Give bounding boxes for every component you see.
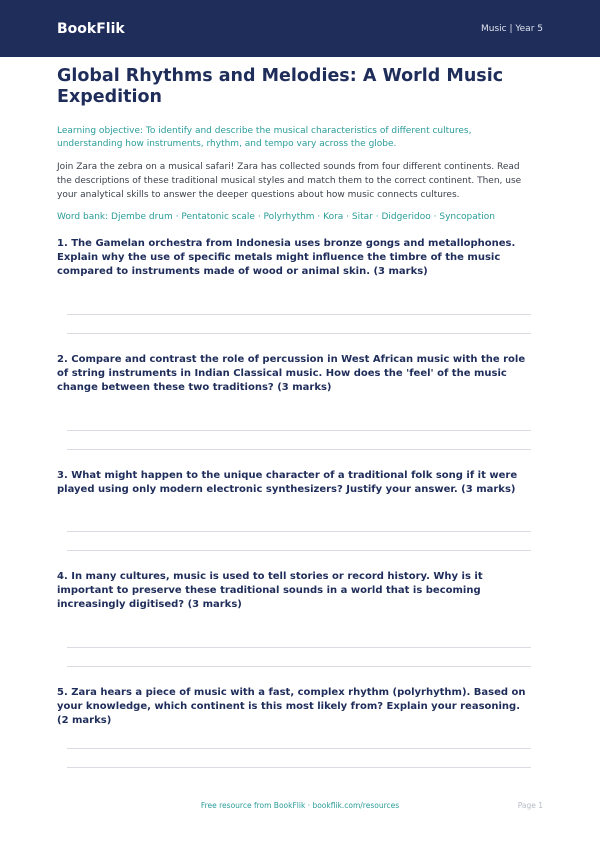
header-bar xyxy=(0,0,600,57)
answer-line-1b[interactable] xyxy=(67,333,531,334)
question-5: 5. Zara hears a piece of music with a fast, complex rhythm (polyrhythm). Based on your knowledge, which continent is this most likely from? Explain your reasoning. (2 marks) xyxy=(57,687,526,726)
intro-paragraph: Join Zara the zebra on a musical safari! Zara has collected sounds from four different continents. Read the descriptions of these traditional musical styles and match them to the correct continent. Then, use your analytical skills to answer the deeper questions about how music connects cultures. xyxy=(57,162,522,200)
question-4: 4. In many cultures, music is used to tell stories or record history. Why is it important to preserve these traditional sounds in a world that is becoming increasingly digitised? (3 marks) xyxy=(57,571,483,610)
question-1: 1. The Gamelan orchestra from Indonesia uses bronze gongs and metallophones. Explain why the use of specific metals might influence the timbre of the music compared to instruments made of wood or animal skin. (3 marks) xyxy=(57,238,516,277)
question-3: 3. What might happen to the unique character of a traditional folk song if it were played using only modern electronic synthesizers? Justify your answer. (3 marks) xyxy=(57,470,518,495)
answer-line-2b[interactable] xyxy=(67,449,531,450)
page-number: Page 1 xyxy=(517,801,543,810)
answer-line-2a[interactable] xyxy=(67,430,531,431)
brand-logo-text[interactable]: BookFlik xyxy=(57,20,125,37)
intro-section xyxy=(57,66,533,224)
answer-line-5b[interactable] xyxy=(67,767,531,768)
answer-line-3a[interactable] xyxy=(67,531,531,532)
subject-year-label: Music | Year 5 xyxy=(480,23,543,34)
answer-line-4a[interactable] xyxy=(67,647,531,648)
page-footer xyxy=(0,801,600,815)
footer-credit-link[interactable]: Free resource from BookFlik · bookflik.com/resources xyxy=(200,801,400,810)
page-title: Global Rhythms and Melodies: A World Music Expedition xyxy=(57,66,504,107)
answer-line-4b[interactable] xyxy=(67,666,531,667)
answer-line-1a[interactable] xyxy=(67,314,531,315)
answer-line-3b[interactable] xyxy=(67,550,531,551)
word-bank: Word bank: Djembe drum · Pentatonic scale · Polyrhythm · Kora · Sitar · Didgeridoo · Syncopation xyxy=(57,212,496,222)
answer-line-5a[interactable] xyxy=(67,748,531,749)
learning-objective: Learning objective: To identify and describe the musical characteristics of different cultures, understanding how instruments, rhythm, and tempo vary across the globe. xyxy=(57,126,472,149)
question-2: 2. Compare and contrast the role of percussion in West African music with the role of string instruments in Indian Classical music. How does the 'feel' of the music change between these two traditions? (3 marks) xyxy=(57,354,526,393)
